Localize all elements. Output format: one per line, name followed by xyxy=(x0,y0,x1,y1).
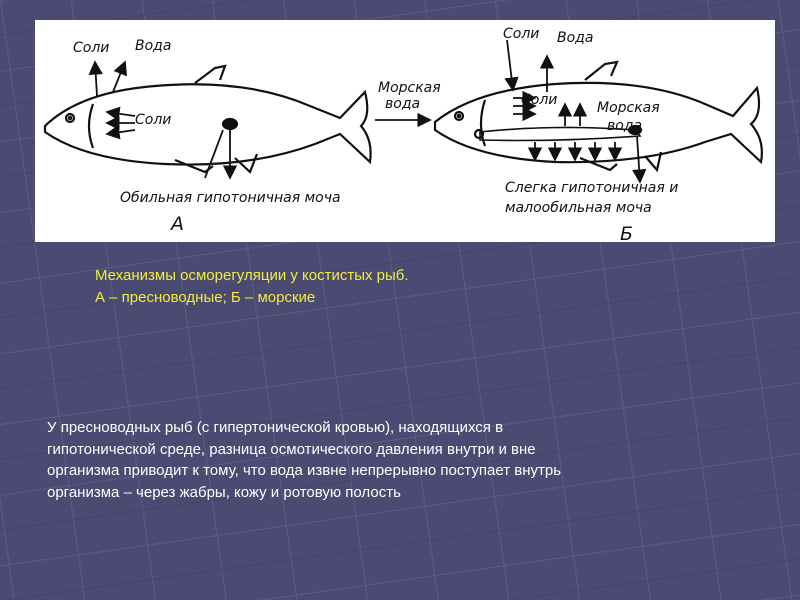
b-sea-water-inner-label-2: вода xyxy=(607,118,643,134)
a-panel-label: А xyxy=(171,213,184,235)
body-line: У пресноводных рыб (с гипертонической кровью), находящихся в xyxy=(47,419,504,436)
body-line: организма приводит к тому, что вода извне непрерывно поступает внутрь xyxy=(47,462,562,479)
b-urine-label-2: малообильная моча xyxy=(505,200,652,216)
a-urine-label: Обильная гипотоничная моча xyxy=(120,190,341,206)
caption-line: Механизмы осморегуляции у костистых рыб. xyxy=(95,267,409,284)
body-paragraph xyxy=(47,417,767,503)
b-panel-label: Б xyxy=(620,223,634,242)
caption-line: А – пресноводные; Б – морские xyxy=(95,289,316,306)
b-salts-top-label-text: Соли xyxy=(503,26,540,42)
fish-osmoregulation-figure xyxy=(35,20,775,242)
b-water-top-label: Вода xyxy=(557,30,594,46)
fish-a xyxy=(45,66,371,172)
a-salts-out-label: Соли xyxy=(73,40,110,56)
a-water-out-label: Вода xyxy=(135,38,172,54)
b-sea-water-label-2: вода xyxy=(385,96,421,112)
b-urine-label-1: Слегка гипотоничная и xyxy=(505,180,679,196)
a-salts-in-label: Соли xyxy=(135,112,172,128)
body-line: гипотонической среде, разница осмотического давления внутри и вне xyxy=(47,440,536,458)
b-sea-water-label-1: Морская xyxy=(378,80,441,96)
b-sea-water-inner-label-1: Морская xyxy=(597,100,660,116)
b-salts-inner-label: Соли xyxy=(521,92,558,108)
fish-b xyxy=(435,62,762,170)
body-line: организма – через жабры, кожу и ротовую полость xyxy=(47,483,401,501)
figure-caption xyxy=(95,265,695,309)
fish-diagram xyxy=(35,20,775,242)
